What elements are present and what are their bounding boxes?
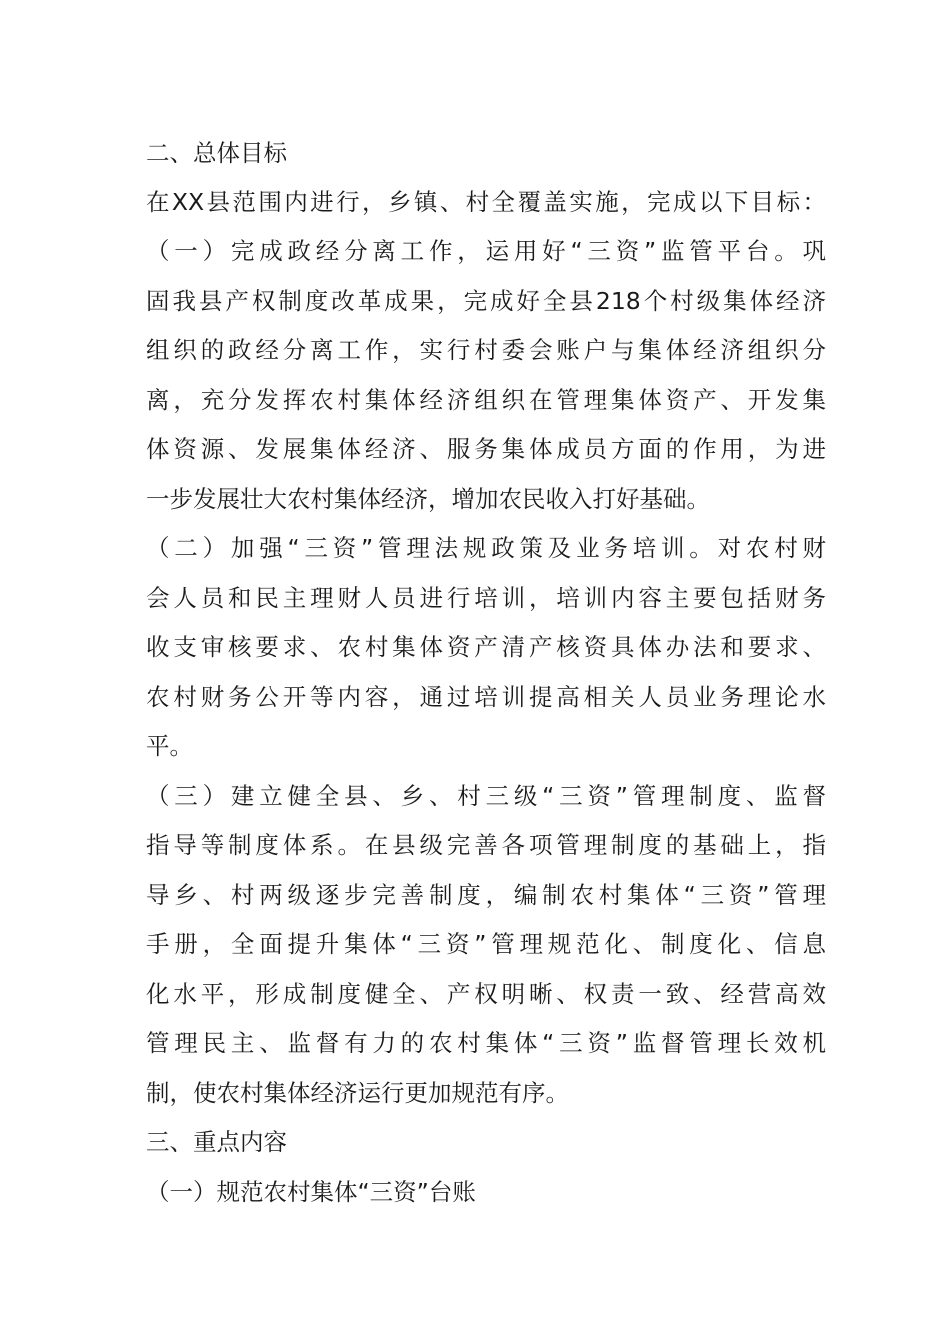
- paragraph-line: （二）加强“三资”管理法规政策及业务培训。对农村财: [146, 534, 826, 562]
- paragraph-line: （一）完成政经分离工作，运用好“三资”监管平台。巩: [146, 237, 826, 265]
- paragraph-line: 平。: [146, 732, 193, 760]
- paragraph-line: 农村财务公开等内容，通过培训提高相关人员业务理论水: [146, 683, 826, 711]
- paragraph-line: 一步发展壮大农村集体经济，增加农民收入打好基础。: [146, 485, 710, 513]
- section-heading-key-content: 三、重点内容: [146, 1128, 287, 1156]
- paragraph-line: 会人员和民主理财人员进行培训，培训内容主要包括财务: [146, 584, 826, 612]
- paragraph-line: 制，使农村集体经济运行更加规范有序。: [146, 1079, 569, 1107]
- paragraph-line: 管理民主、监督有力的农村集体“三资”监督管理长效机: [146, 1029, 826, 1057]
- paragraph-line: 手册，全面提升集体“三资”管理规范化、制度化、信息: [146, 930, 826, 958]
- paragraph-line: （三）建立健全县、乡、村三级“三资”管理制度、监督: [146, 782, 826, 810]
- subsection-heading: （一）规范农村集体“三资”台账: [146, 1178, 476, 1206]
- paragraph-line: 指导等制度体系。在县级完善各项管理制度的基础上，指: [146, 831, 826, 859]
- paragraph-line: 固我县产权制度改革成果，完成好全县218个村级集体经济: [146, 287, 826, 315]
- section-heading-overall-goals: 二、总体目标: [146, 139, 287, 167]
- paragraph-line: 在XX县范围内进行，乡镇、村全覆盖实施，完成以下目标：: [146, 188, 826, 216]
- paragraph-line: 离，充分发挥农村集体经济组织在管理集体资产、开发集: [146, 386, 826, 414]
- paragraph-line: 收支审核要求、农村集体资产清产核资具体办法和要求、: [146, 633, 826, 661]
- paragraph-line: 组织的政经分离工作，实行村委会账户与集体经济组织分: [146, 336, 826, 364]
- paragraph-line: 导乡、村两级逐步完善制度，编制农村集体“三资”管理: [146, 881, 826, 909]
- paragraph-line: 化水平，形成制度健全、产权明晰、权责一致、经营高效: [146, 980, 826, 1008]
- paragraph-line: 体资源、发展集体经济、服务集体成员方面的作用，为进: [146, 435, 826, 463]
